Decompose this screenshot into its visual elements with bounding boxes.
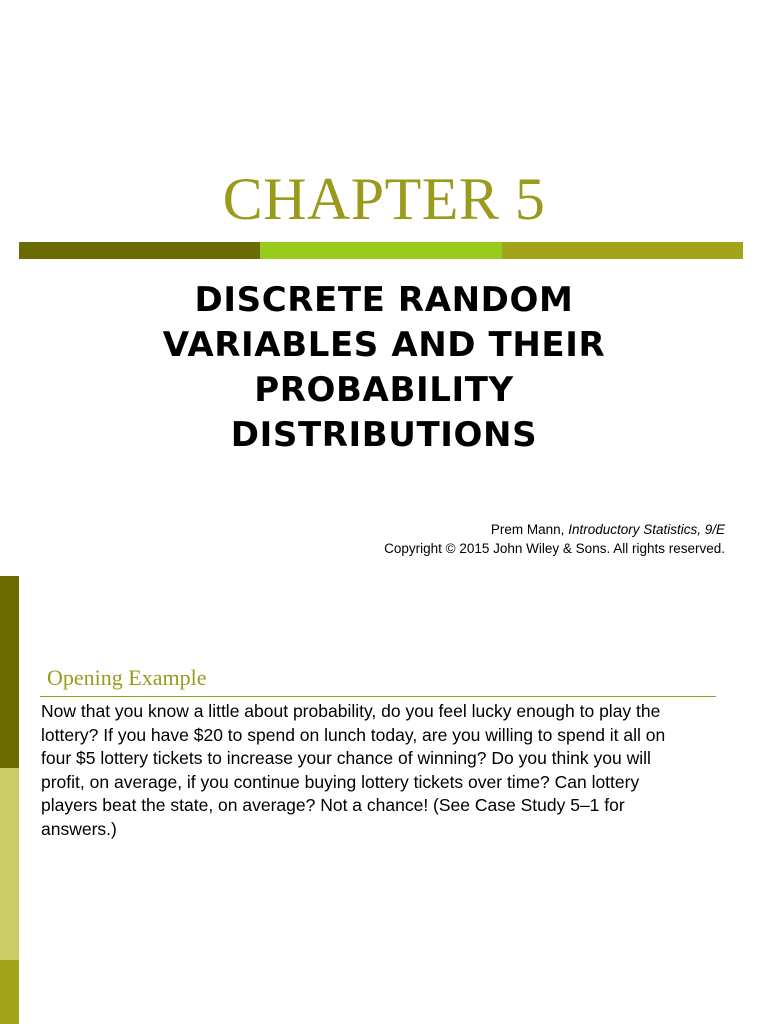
copyright-notice: Copyright © 2015 John Wiley & Sons. All rights reserved. — [384, 541, 725, 556]
side-strip-block-light — [0, 768, 19, 960]
decorative-side-strip — [0, 576, 19, 1024]
credit-author-line — [384, 520, 725, 539]
subtitle-line: DISTRIBUTIONS — [230, 415, 538, 455]
decorative-color-bar — [19, 242, 743, 259]
credit-book-title: Introductory Statistics, 9/E — [568, 522, 725, 537]
subtitle-line: DISCRETE RANDOM — [194, 280, 574, 320]
subtitle-line: VARIABLES AND THEIR — [162, 325, 606, 365]
side-strip-block-olive — [0, 960, 19, 1024]
body-text-line: four $5 lottery tickets to increase your chance of winning? Do you think you will — [41, 748, 651, 768]
body-text-line: Now that you know a little about probability, do you feel lucky enough to play the — [41, 701, 661, 721]
credit-author: Prem Mann, — [490, 522, 569, 537]
credit-block — [384, 520, 725, 558]
subtitle-line: PROBABILITY — [254, 370, 514, 410]
chapter-subtitle — [60, 278, 708, 458]
body-text-line: profit, on average, if you continue buying lottery tickets over time? Can lottery — [41, 771, 640, 792]
content-slide — [0, 576, 768, 1024]
body-text-line: answers.) — [41, 818, 117, 839]
slide-heading: Opening Example — [47, 665, 207, 690]
chapter-title: CHAPTER 5 — [222, 166, 546, 232]
body-text-line: players beat the state, on average? Not a chance! (See Case Study 5–1 for — [41, 795, 625, 815]
side-strip-block-dark — [0, 576, 19, 768]
body-text-line: lottery? If you have $20 to spend on lunch today, are you willing to spend it all on — [41, 724, 666, 745]
color-bar-segment-bright — [260, 242, 501, 259]
heading-divider — [40, 696, 716, 697]
color-bar-segment-olive — [502, 242, 743, 259]
slide-body-text — [41, 700, 741, 841]
color-bar-segment-dark — [19, 242, 260, 259]
